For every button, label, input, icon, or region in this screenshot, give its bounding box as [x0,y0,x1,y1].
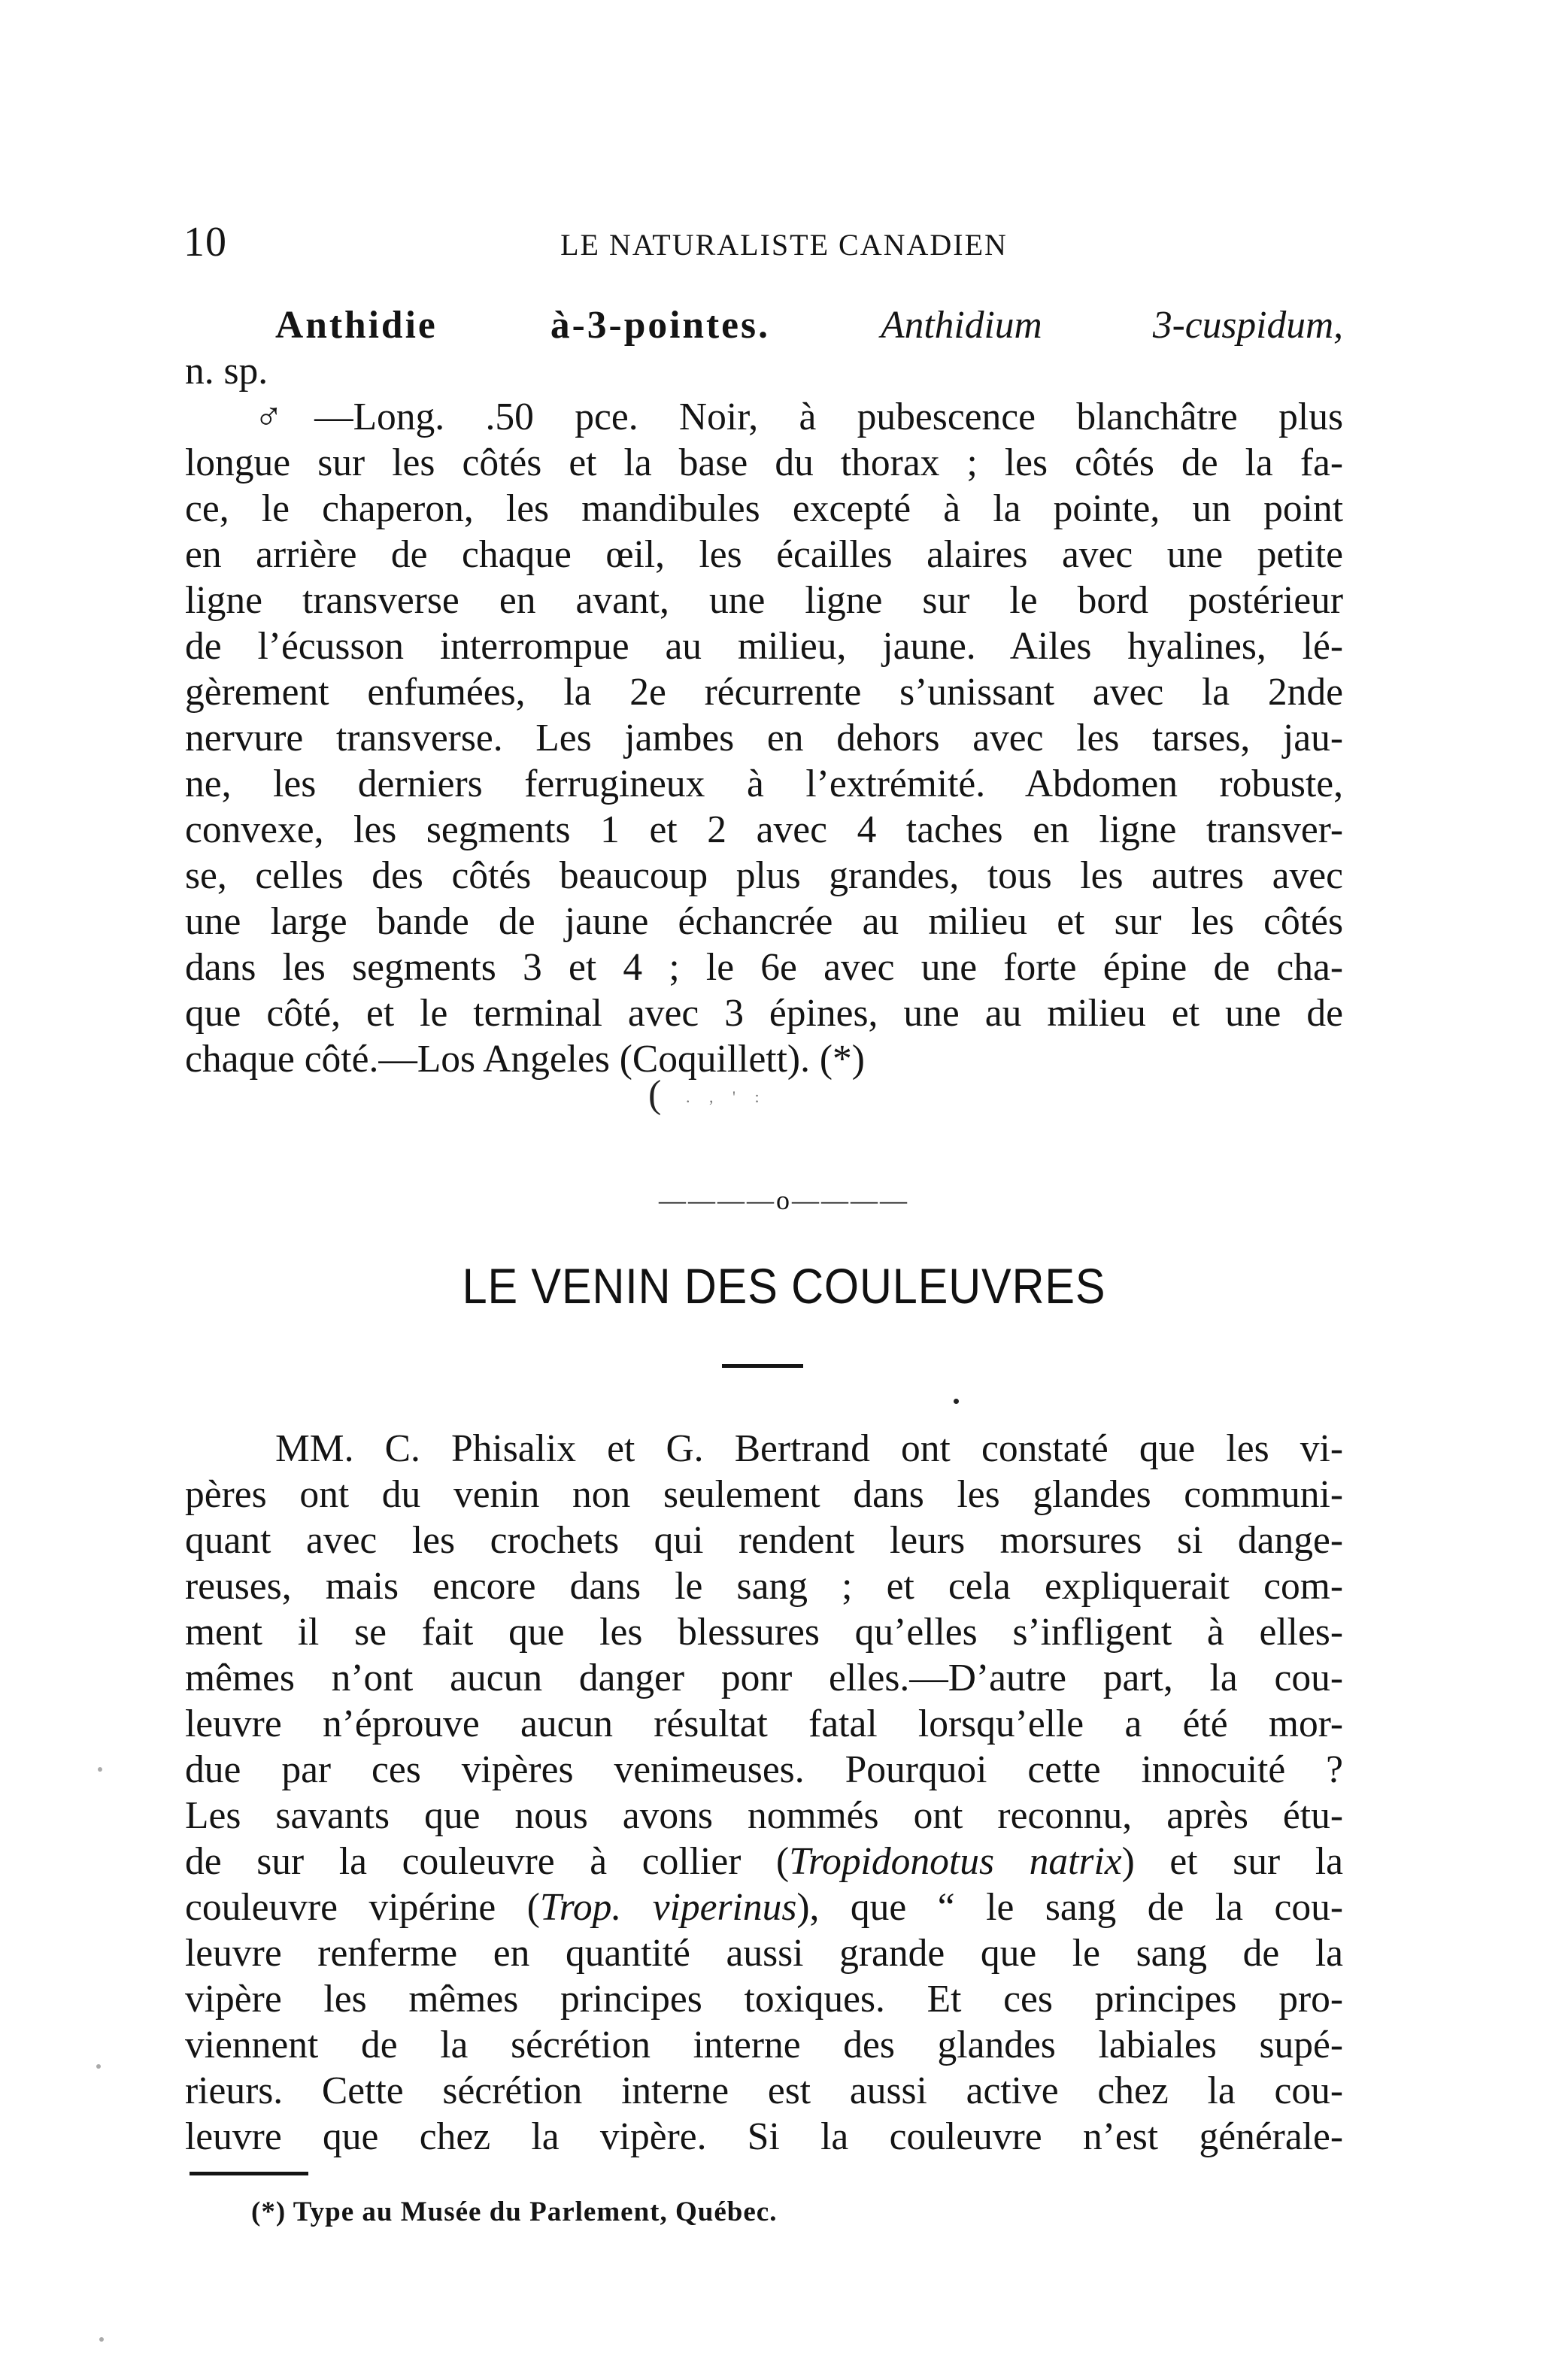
text-line: due par ces vipères venimeuses. Pourquoi cette innocuité ? [185,1748,1343,1791]
text-line: MM. C. Phisalix et G. Bertrand ont constaté que les vi- [275,1427,1343,1470]
text-line: ce, le chaperon, les mandibules excepté à la pointe, un point [185,487,1343,530]
footnote: (*) Type au Musée du Parlement, Québec. [251,2197,778,2227]
edge-speck [99,2337,104,2342]
stray-dots: . , ' : [686,1087,767,1106]
latin-term: Trop. viperinus [539,1886,797,1929]
text-line: leuvre renferme en quantité aussi grande que le sang de la [185,1932,1343,1975]
text-line: leuvre que chez la vipère. Si la couleuvre n’est générale- [185,2115,1343,2158]
text-line: couleuvre vipérine (Trop. viperinus), que “ le sang de la cou- [185,1886,1343,1929]
running-head: LE NATURALISTE CANADIEN [560,228,1008,262]
latin-term: Tropidonotus natrix [789,1840,1122,1883]
text-line: leuvre n’éprouve aucun résultat fatal lorsqu’elle a été mor- [185,1702,1343,1745]
text-line: ligne transverse en avant, une ligne sur le bord postérieur [185,579,1343,622]
stray-parenthesis: ( [648,1073,662,1116]
article-body [185,1426,1343,2160]
text-line: reuses, mais encore dans le sang ; et cela expliquerait com- [185,1565,1343,1608]
species-scientific-name: Anthidium 3-cuspidum, [881,304,1344,347]
article-title: LE VENIN DES COULEUVRES [462,1258,1106,1314]
text-line: viennent de la sécrétion interne des glandes labiales supé- [185,2024,1343,2066]
text-line: nervure transverse. Les jambes en dehors avec les tarses, jau- [185,717,1343,759]
text-line: rieurs. Cette sécrétion interne est aussi active chez la cou- [185,2069,1343,2112]
text-line: Les savants que nous avons nommés ont reconnu, après étu- [185,1794,1343,1837]
species-heading [185,302,1343,394]
text-line: longue sur les côtés et la base du thorax ; les côtés de la fa- [185,441,1343,484]
text-line: de sur la couleuvre à collier (Tropidonotus natrix) et sur la [185,1840,1343,1883]
text-line: se, celles des côtés beaucoup plus grandes, tous les autres avec [185,854,1343,897]
title-rule [722,1364,803,1368]
text-line: mêmes n’ont aucun danger ponr elles.—D’autre part, la cou- [185,1657,1343,1699]
species-note: n. sp. [185,350,268,393]
edge-speck [96,2064,101,2069]
text-line: de l’écusson interrompue au milieu, jaune. Ailes hyalines, lé- [185,625,1343,668]
text-line: convexe, les segments 1 et 2 avec 4 taches en ligne transver- [185,808,1343,851]
text-line: quant avec les crochets qui rendent leurs morsures si dange- [185,1519,1343,1562]
text-line: chaque côté.—Los Angeles (Coquillett). (*) [185,1038,865,1081]
text-line: pères ont du venin non seulement dans les glandes communi- [185,1473,1343,1516]
text-line: dans les segments 3 et 4 ; le 6e avec une forte épine de cha- [185,946,1343,989]
ink-dot [954,1399,959,1404]
species-common-name: Anthidie à-3-pointes. [275,304,770,347]
footnote-rule [190,2172,308,2175]
text-line: vipère les mêmes principes toxiques. Et ces principes pro- [185,1978,1343,2021]
text-line: ♂—Long. .50 pce. Noir, à pubescence blanchâtre plus [254,396,1343,438]
text-line: une large bande de jaune échancrée au milieu et sur les côtés [185,900,1343,943]
text-line: en arrière de chaque œil, les écailles alaires avec une petite [185,533,1343,576]
text-line: ne, les derniers ferrugineux à l’extrémité. Abdomen robuste, [185,763,1343,805]
species-description [185,394,1343,1082]
section-ornament: ————o———— [659,1185,909,1215]
page-number: 10 [183,219,227,265]
text-line: gèrement enfumées, la 2e récurrente s’unissant avec la 2nde [185,671,1343,714]
edge-speck [98,1767,102,1772]
text-line: ment il se fait que les blessures qu’elles s’infligent à elles- [185,1611,1343,1654]
text-line: que côté, et le terminal avec 3 épines, une au milieu et une de [185,992,1343,1035]
